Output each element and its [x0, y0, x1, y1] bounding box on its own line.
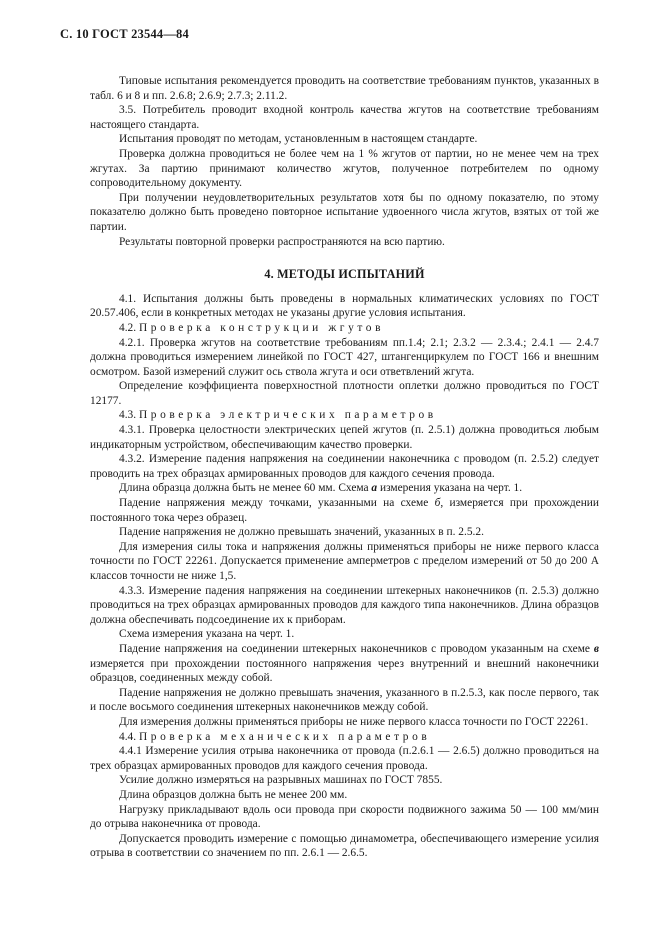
subsection-title: Проверка электрических параметров — [138, 409, 437, 422]
paragraph: Проверка должна проводиться не более чем на 1 % жгутов от партии, но не менее чем на трех жгутах. За партию принимают количество жгутов, полученное потребителем по одному сопроводительному документу. — [90, 147, 599, 190]
paragraph — [90, 496, 599, 525]
paragraph — [90, 642, 599, 686]
paragraph: Падение напряжения не должно превышать значения, указанного в п.2.5.3, как после первого, так и после восьмого соединения штекерных наконечников между собой. — [90, 686, 599, 714]
clause-4-1: 4.1. Испытания должны быть проведены в нормальных климатических условиях по ГОСТ 20.57.406, если в конкретных методах не указаны другие условия испытания. — [90, 292, 599, 320]
paragraph: Нагрузку прикладывают вдоль оси провода при скорости подвижного зажима 50 — 100 мм/мин до отрыва наконечника от провода. — [90, 803, 599, 831]
paragraph: Длина образцов должна быть не менее 200 мм. — [119, 788, 348, 801]
paragraph: При получении неудовлетворительных результатов хотя бы по одному показателю, по этому показателю должно быть проведено повторное испытание удвоенного числа жгутов, взятых от той же партии. — [90, 191, 599, 233]
paragraph: Испытания проводят по методам, установленным в настоящем стандарте. — [119, 133, 478, 146]
clause-4-3-3: 4.3.3. Измерение падения напряжения на соединении штекерных наконечников (п. 2.5.3) должно проводиться на трех образцах армированных проводов для каждого типа наконечников. Длина образцов должна обеспечивать подсоединение их к приборам. — [90, 584, 599, 626]
subsection-heading-4-4 — [90, 730, 599, 745]
subsection-heading-4-3 — [90, 408, 599, 423]
subsection-heading-4-2 — [90, 321, 599, 336]
document-body — [90, 74, 599, 861]
subsection-number: 4.4. — [119, 730, 137, 743]
subsection-number: 4.3. — [119, 409, 137, 422]
section-title: 4. МЕТОДЫ ИСПЫТАНИЙ — [264, 267, 425, 282]
clause-4-4-1: 4.4.1 Измерение усилия отрыва наконечника от провода (п.2.6.1 — 2.6.5) должно проводиться на трех образцах армированных проводов для каждого сечения провода. — [90, 745, 599, 772]
subsection-number: 4.2. — [119, 321, 137, 334]
paragraph: Падение напряжения не должно превышать значений, указанных в п. 2.5.2. — [119, 526, 484, 539]
paragraph: Результаты повторной проверки распространяются на всю партию. — [119, 235, 445, 248]
scheme-letter: а — [371, 482, 378, 495]
clause-4-3-2: 4.3.2. Измерение падения напряжения на соединении наконечника с проводом (п. 2.5.2) следует проводить на трех образцах армированных проводов для каждого сечения провода. — [90, 453, 599, 480]
paragraph: Схема измерения указана на черт. 1. — [119, 628, 295, 641]
paragraph: 3.5. Потребитель проводит входной контроль качества жгутов на соответствие требованиям настоящего стандарта. — [90, 104, 599, 131]
text-run: Падение напряжения между точками, указанными на схеме — [119, 497, 435, 510]
paragraph: Для измерения силы тока и напряжения должны применяться приборы не ниже первого класса точности по ГОСТ 22261. Допускается применение амперметров с пределом измерений от 50 до 200 А классов точности не ниже 1,5. — [90, 540, 599, 582]
paragraph: Усилие должно измеряться на разрывных машинах по ГОСТ 7855. — [119, 774, 443, 787]
text-run: измерения указана на черт. 1. — [377, 482, 523, 495]
paragraph: Допускается проводить измерение с помощью динамометра, обеспечивающего измерение усилия отрыва в соответствии со значением по пп. 2.6.1 — 2.6.5. — [90, 832, 599, 860]
paragraph: Типовые испытания рекомендуется проводить на соответствие требованиям пунктов, указанных в табл. 6 и 8 и пп. 2.6.8; 2.6.9; 2.7.3; 2.11.2. — [90, 75, 599, 102]
clause-4-3-1: 4.3.1. Проверка целостности электрических цепей жгутов (п. 2.5.1) должна проводиться любым индикаторным устройством, обеспечивающим качество проверки. — [90, 424, 599, 451]
scheme-letter: в — [593, 642, 599, 655]
paragraph: Для измерения должны применяться приборы не ниже первого класса точности по ГОСТ 22261. — [119, 715, 589, 728]
paragraph: Определение коэффициента поверхностной плотности оплетки должно проводиться по ГОСТ 12177. — [90, 380, 599, 407]
text-run: Падение напряжения на соединении штекерных наконечников с проводом указанным на схеме — [119, 642, 594, 655]
page-header: С. 10 ГОСТ 23544—84 — [60, 27, 189, 41]
subsection-title: Проверка механических параметров — [138, 730, 431, 743]
text-run: измеряется при прохождении постоянного напряжения через внутренний и внешний наконечники образцов, соединенных между собой. — [90, 657, 599, 685]
scheme-letter: б — [434, 497, 441, 510]
clause-4-2-1: 4.2.1. Проверка жгутов на соответствие требованиям пп.1.4; 2.1; 2.3.2 — 2.3.4.; 2.4.1 — 2.4.7 должна проводиться измерением линейкой по ГОСТ 427, штангенциркулем по ГОСТ 166 и внешним осмотром. Базой измерений служит ось ствола жгута и оси ответвлений жгута. — [90, 336, 599, 378]
text-run: Длина образца должна быть не менее 60 мм. Схема — [119, 482, 372, 495]
text-run: , измеряется при прохождении постоянного тока через образец. — [90, 497, 599, 524]
paragraph — [90, 481, 599, 496]
subsection-title: Проверка конструкции жгутов — [138, 321, 385, 334]
